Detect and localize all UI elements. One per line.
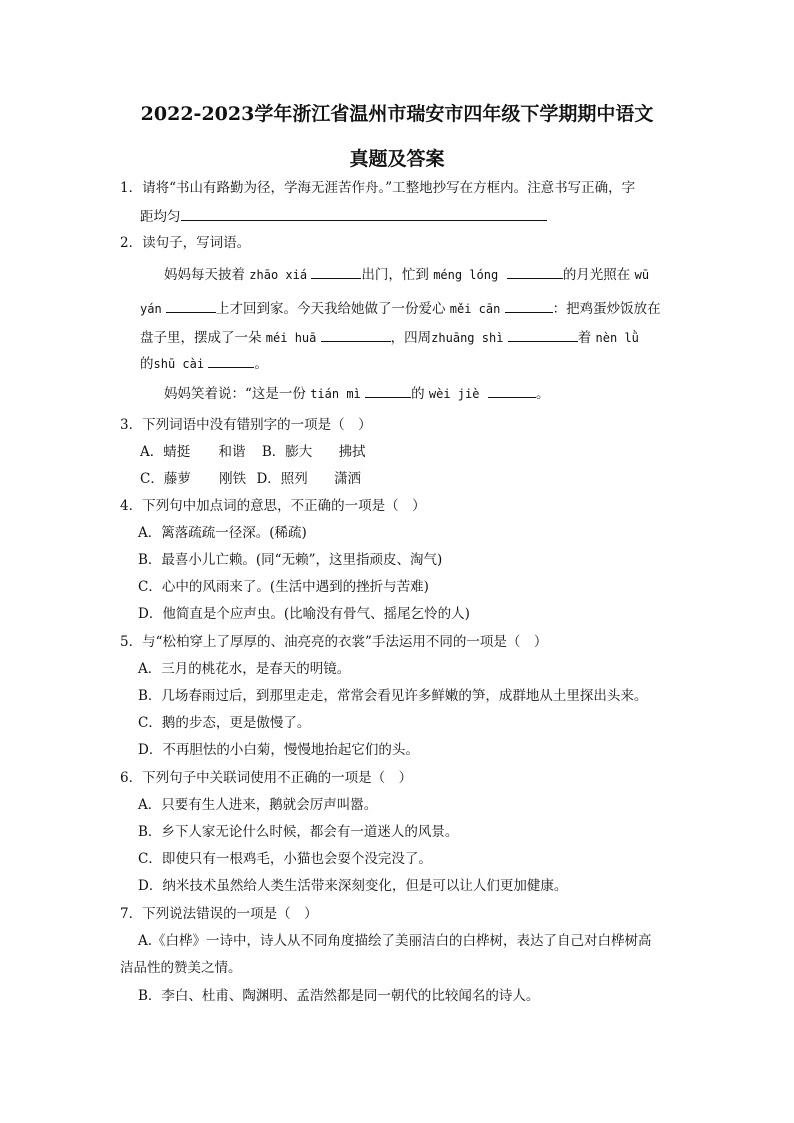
question-7-option-a-cont: 洁品性的赞美之情。 xyxy=(120,960,242,976)
question-6-stem: 6．下列句子中关联词使用不正确的一项是（ ） xyxy=(120,770,413,786)
question-1-stem: 1．请将“书山有路勤为径，学海无涯苦作舟。”工整地抄写在方框内。注意书写正确，字 xyxy=(120,180,636,196)
answer-blank-3[interactable] xyxy=(166,298,216,313)
passage-text: ，四周 xyxy=(390,330,432,346)
question-3-options-row-2 xyxy=(140,470,361,488)
question-2-line-2 xyxy=(140,298,661,318)
passage-text: 上才回到家。今天我给她做了一份爱心 xyxy=(215,301,446,317)
question-2-line-5 xyxy=(164,383,550,403)
question-5-stem: 5．与“松柏穿上了厚厚的、油亮亮的衣裳”手法运用不同的一项是（ ） xyxy=(120,634,548,650)
question-3-options-row-1 xyxy=(140,443,366,461)
question-6-option-c[interactable]: C．即使只有一根鸡毛，小猫也会耍个没完没了。 xyxy=(138,851,432,867)
question-2-line-3 xyxy=(140,327,639,347)
question-4-option-c[interactable]: C．心中的风雨来了。(生活中遇到的挫折与苦难) xyxy=(138,579,429,595)
question-6-option-d[interactable]: D．纳米技术虽然给人类生活带来深刻变化，但是可以让人们更加健康。 xyxy=(138,878,568,894)
question-6-option-a[interactable]: A．只要有生人进来，鹅就会厉声叫嚣。 xyxy=(138,797,378,813)
option-b-word-2: 拂拭 xyxy=(338,444,366,460)
option-b[interactable]: B．膨大 xyxy=(261,444,313,460)
answer-blank-4[interactable] xyxy=(505,298,553,313)
question-4-option-d[interactable]: D．他简直是个应声虫。(比喻没有骨气、摇尾乞怜的人) xyxy=(138,606,470,622)
answer-blank-1[interactable] xyxy=(311,264,361,279)
question-5-option-c[interactable]: C．鹅的步态，更是傲慢了。 xyxy=(138,715,311,731)
passage-text: 的 xyxy=(140,356,154,372)
question-2-line-4 xyxy=(140,353,268,373)
question-2-stem: 2．读句子，写词语。 xyxy=(120,235,251,251)
question-1-label: 距均匀 xyxy=(140,209,181,225)
answer-blank-5[interactable] xyxy=(321,327,391,342)
question-6-option-b[interactable]: B．乡下人家无论什么时候，都会有一道迷人的风景。 xyxy=(138,824,459,840)
answer-blank-7[interactable] xyxy=(208,353,254,368)
passage-text: 着 xyxy=(577,330,592,346)
passage-text: 妈妈每天披着 xyxy=(164,267,245,283)
pinyin-shucai: shū cài xyxy=(153,357,205,371)
option-a[interactable]: A．蜻挺 xyxy=(140,444,191,460)
question-5-option-a[interactable]: A．三月的桃花水，是春天的明镜。 xyxy=(138,661,351,677)
option-c[interactable]: C．藤萝 xyxy=(140,471,191,487)
passage-text: ：把鸡蛋炒饭放在 xyxy=(552,301,661,317)
question-7-option-b[interactable]: B．李白、杜甫、陶渊明、孟浩然都是同一朝代的比较闻名的诗人。 xyxy=(138,988,540,1004)
question-3-stem: 3．下列词语中没有错别字的一项是（ ） xyxy=(120,417,372,433)
pinyin-weijie: wèi jiè xyxy=(428,387,480,401)
question-5-option-d[interactable]: D．不再胆怯的小白菊，慢慢地抬起它们的头。 xyxy=(138,742,419,758)
question-4-option-b[interactable]: B．最喜小儿亡赖。(同“无赖”，这里指顽皮、淘气) xyxy=(138,552,443,568)
pinyin-nenlv: nèn lǜ xyxy=(595,331,639,345)
passage-text: 的 xyxy=(411,386,425,402)
option-d-word-2: 潇洒 xyxy=(334,471,362,487)
passage-text: 的月光照在 xyxy=(562,267,631,283)
pinyin-menglong: méng lóng xyxy=(433,268,499,282)
answer-blank-8[interactable] xyxy=(365,383,411,398)
question-7-stem: 7．下列说法错误的一项是（ ） xyxy=(120,906,318,922)
pinyin-wuyan-part2: yán xyxy=(140,302,162,316)
answer-blank-6[interactable] xyxy=(508,327,578,342)
option-d[interactable]: D．照列 xyxy=(256,471,308,487)
pinyin-zhuangshi: zhuāng shì xyxy=(431,331,504,345)
passage-text: 出门，忙到 xyxy=(361,267,429,283)
question-5-option-b[interactable]: B．几场春雨过后，到那里走走，常常会看见许多鲜嫩的笋，成群地从土里探出头来。 xyxy=(138,688,648,704)
option-c-word-2: 刚铁 xyxy=(219,471,247,487)
pinyin-tianmi: tián mì xyxy=(310,387,361,401)
passage-text: 。 xyxy=(254,356,268,372)
passage-text: 妈妈笑着说：“这是一份 xyxy=(164,386,306,402)
document-title-line-1: 2022-2023学年浙江省温州市瑞安市四年级下学期期中语文 xyxy=(140,103,654,125)
answer-blank-9[interactable] xyxy=(488,383,536,398)
document-title-line-2: 真题及答案 xyxy=(349,148,445,170)
question-4-stem: 4．下列句中加点词的意思，不正确的一项是（ ） xyxy=(120,498,426,514)
question-7-option-a[interactable]: A.《白桦》一诗中，诗人从不同角度描绘了美丽洁白的白桦树，表达了自己对白桦树高 xyxy=(138,933,652,949)
passage-text: 盘子里，摆成了一朵 xyxy=(140,330,262,346)
pinyin-meican: měi cān xyxy=(449,302,501,316)
pinyin-wuyan-part1: wū xyxy=(634,268,650,282)
option-a-word-2: 和谐 xyxy=(218,444,246,460)
pinyin-meihua: méi huā xyxy=(265,331,317,345)
answer-blank-2[interactable] xyxy=(507,264,563,279)
pinyin-zhaoxia: zhāo xiá xyxy=(249,268,308,282)
copy-answer-blank[interactable] xyxy=(181,206,547,221)
question-2-line-1 xyxy=(164,264,649,284)
question-1-line-2 xyxy=(140,206,547,226)
question-4-option-a[interactable]: A．篱落疏疏一径深。(稀疏) xyxy=(138,525,307,541)
passage-text: 。 xyxy=(536,386,550,402)
